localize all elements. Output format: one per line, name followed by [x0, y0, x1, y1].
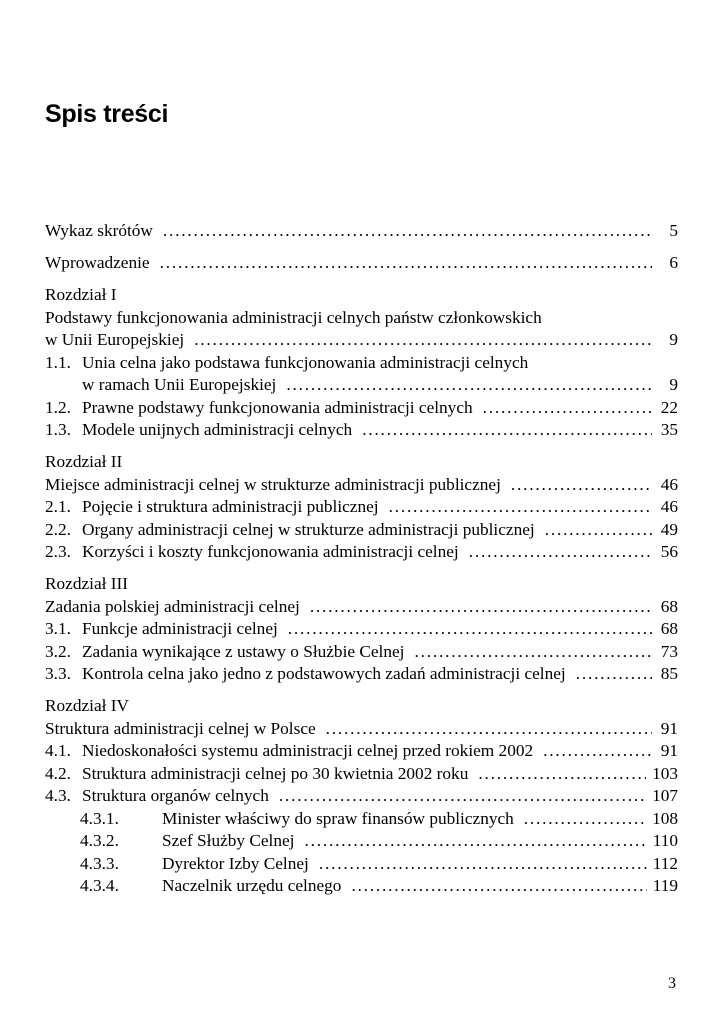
dot-leader — [304, 830, 646, 853]
toc-section-4-3[interactable] — [45, 785, 678, 808]
section-number: 1.1. — [45, 352, 71, 372]
dot-leader — [543, 740, 652, 763]
section-label: Pojęcie i struktura administracji publicznej — [82, 497, 379, 516]
section-label: Organy administracji celnej w strukturze administracji publicznej — [82, 519, 535, 539]
toc-entry-page: 5 — [669, 221, 678, 240]
chapter-title-line: Zadania polskiej administracji celnej — [45, 596, 300, 616]
section-number: 1.2. — [45, 397, 71, 417]
chapter-title-2[interactable] — [45, 474, 678, 497]
toc-section-2-1[interactable] — [45, 496, 678, 519]
toc-entry-page: 49 — [660, 519, 678, 539]
section-label: Niedoskonałości systemu administracji celnej przed rokiem 2002 — [82, 741, 534, 760]
section-number: 3.1. — [45, 619, 71, 638]
dot-leader — [469, 541, 652, 564]
subsection-label: Szef Służby Celnej — [162, 831, 295, 850]
toc-entry-page: 6 — [669, 253, 678, 272]
dot-leader — [414, 641, 652, 664]
section-number: 2.2. — [45, 519, 71, 539]
toc-section-2-3[interactable] — [45, 541, 678, 564]
section-label: Zadania wynikające z ustawy o Służbie Celnej — [82, 641, 405, 661]
toc-entry-label: Wykaz skrótów — [45, 221, 153, 240]
toc-entry-page: 91 — [660, 718, 678, 738]
section-label: Struktura administracji celnej po 30 kwietnia 2002 roku — [82, 763, 469, 783]
dot-leader — [160, 252, 652, 275]
chapter-heading-2 — [45, 451, 678, 474]
toc-entry-page: 46 — [660, 474, 678, 494]
toc-entry-page: 35 — [660, 420, 678, 439]
toc-section-4-1[interactable] — [45, 740, 678, 763]
dot-leader — [310, 596, 652, 619]
section-label: Unia celna jako podstawa funkcjonowania administracji celnych — [82, 352, 529, 372]
toc-entry-page: 108 — [652, 808, 678, 828]
toc-entry-page: 119 — [652, 876, 678, 895]
toc-entry-page: 68 — [660, 596, 678, 616]
toc-section-1-3[interactable] — [45, 419, 678, 442]
chapter-title-3[interactable] — [45, 596, 678, 619]
section-number: 3.3. — [45, 664, 71, 683]
section-label: w ramach Unii Europejskiej — [82, 375, 277, 394]
toc-entry-abbreviations[interactable] — [45, 220, 678, 243]
chapter-title-line: Podstawy funkcjonowania administracji celnych państw członkowskich — [45, 307, 542, 327]
page-title: Spis treści — [45, 100, 169, 128]
subsection-label: Naczelnik urzędu celnego — [162, 876, 342, 895]
dot-leader — [326, 718, 652, 741]
toc-section-4-2[interactable] — [45, 763, 678, 786]
dot-leader — [483, 397, 652, 420]
chapter-title-line: Miejsce administracji celnej w strukturze administracji publicznej — [45, 474, 501, 494]
dot-leader — [524, 808, 646, 831]
section-number: 4.2. — [45, 763, 71, 783]
toc-entry-page: 9 — [669, 375, 678, 394]
section-label: Korzyści i koszty funkcjonowania administracji celnej — [82, 542, 459, 561]
page-number: 3 — [668, 975, 676, 992]
section-number: 4.1. — [45, 741, 71, 760]
section-number: 4.3. — [45, 786, 71, 805]
section-label: Modele unijnych administracji celnych — [82, 420, 353, 439]
dot-leader — [511, 474, 652, 497]
dot-leader — [351, 875, 646, 898]
subsection-number: 4.3.4. — [80, 876, 119, 895]
subsection-number: 4.3.3. — [80, 853, 119, 873]
toc-entry-label: Wprowadzenie — [45, 253, 150, 272]
toc-entry-page: 85 — [660, 664, 678, 683]
toc-subsection-4-3-3[interactable] — [45, 853, 678, 876]
subsection-number: 4.3.2. — [80, 831, 119, 850]
toc-entry-page: 103 — [652, 763, 678, 783]
toc-section-3-2[interactable] — [45, 641, 678, 664]
toc-entry-page: 46 — [660, 497, 678, 516]
dot-leader — [362, 419, 652, 442]
section-label: Funkcje administracji celnej — [82, 619, 278, 638]
dot-leader — [545, 519, 652, 542]
chapter-title-1-cont[interactable] — [45, 329, 678, 352]
chapter-number: Rozdział II — [45, 452, 123, 471]
chapter-heading-4 — [45, 695, 678, 718]
dot-leader — [194, 329, 652, 352]
toc-section-1-2[interactable] — [45, 397, 678, 420]
dot-leader — [286, 374, 652, 397]
chapter-title-1[interactable] — [45, 307, 678, 330]
subsection-number: 4.3.1. — [80, 808, 119, 828]
toc-entry-page: 112 — [652, 853, 678, 873]
dot-leader — [163, 220, 652, 243]
dot-leader — [576, 663, 652, 686]
section-label: Kontrola celna jako jedno z podstawowych zadań administracji celnej — [82, 664, 566, 683]
dot-leader — [288, 618, 652, 641]
toc-entry-page: 9 — [669, 330, 678, 349]
toc-section-1-1-cont[interactable] — [45, 374, 678, 397]
chapter-title-line: Struktura administracji celnej w Polsce — [45, 718, 316, 738]
toc-entry-introduction[interactable] — [45, 252, 678, 275]
toc-entry-page: 22 — [660, 397, 678, 417]
section-number: 1.3. — [45, 420, 71, 439]
section-number: 3.2. — [45, 641, 71, 661]
chapter-number: Rozdział IV — [45, 696, 129, 715]
section-number: 2.3. — [45, 542, 71, 561]
subsection-label: Dyrektor Izby Celnej — [162, 853, 309, 873]
table-of-contents — [45, 220, 678, 898]
toc-subsection-4-3-1[interactable] — [45, 808, 678, 831]
subsection-label: Minister właściwy do spraw finansów publicznych — [162, 808, 514, 828]
toc-subsection-4-3-2[interactable] — [45, 830, 678, 853]
chapter-title-4[interactable] — [45, 718, 678, 741]
chapter-number: Rozdział I — [45, 285, 117, 304]
toc-entry-page: 68 — [660, 619, 678, 638]
toc-entry-page: 91 — [660, 741, 678, 760]
chapter-title-line: w Unii Europejskiej — [45, 330, 185, 349]
toc-subsection-4-3-4[interactable] — [45, 875, 678, 898]
toc-entry-page: 107 — [652, 786, 678, 805]
dot-leader — [478, 763, 646, 786]
toc-section-2-2[interactable] — [45, 519, 678, 542]
toc-entry-page: 73 — [660, 641, 678, 661]
chapter-number: Rozdział III — [45, 574, 129, 593]
dot-leader — [319, 853, 647, 876]
toc-section-3-3[interactable] — [45, 663, 678, 686]
chapter-heading-3 — [45, 573, 678, 596]
toc-entry-page: 56 — [660, 542, 678, 561]
dot-leader — [279, 785, 646, 808]
section-label: Struktura organów celnych — [82, 786, 269, 805]
toc-section-1-1[interactable] — [45, 352, 678, 375]
toc-section-3-1[interactable] — [45, 618, 678, 641]
chapter-heading-1 — [45, 284, 678, 307]
toc-entry-page: 110 — [652, 831, 678, 850]
section-number: 2.1. — [45, 497, 71, 516]
dot-leader — [389, 496, 652, 519]
section-label: Prawne podstawy funkcjonowania administracji celnych — [82, 397, 473, 417]
